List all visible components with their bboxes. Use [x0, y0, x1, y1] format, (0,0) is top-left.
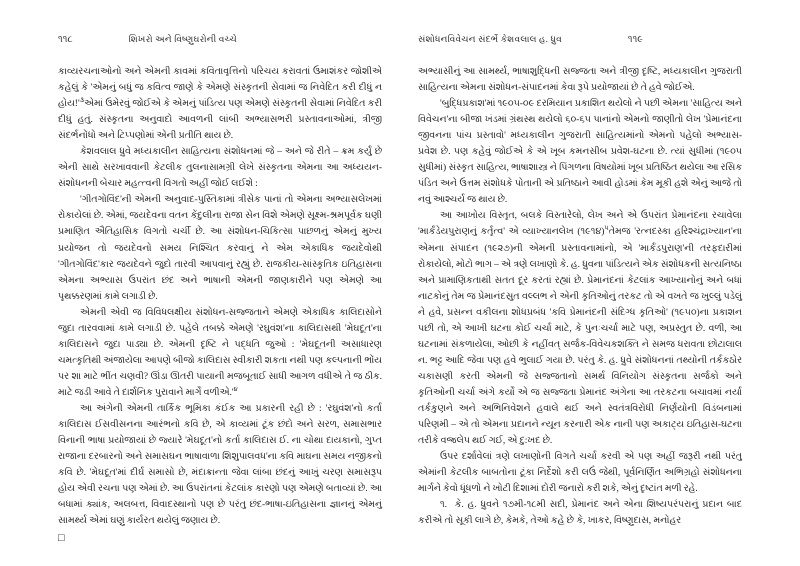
- paragraph: 'ગીતગોવિંદ'ની એમની અનુવાદ-પુસ્તિકામાં ત્રીસેક પાનાં તો એમના અભ્યાસલેખમાં રોકાયેલાં છે. એમાં, જયદેવના વતન કેંદુલીના રાજા સેન વિશે એમણે સૂક્ષ્મ-શ્રમપૂર્વક ઘણી પ્રમાણિત ઐતિહાસિક વિગતો ચર્ચી છે. આ સંશોધન-ચિકિત્સા પાછળનું એમનું મુખ્ય પ્રયોજન તો જયદેવનો સમય નિશ્ચિત કરવાનું ને એમ એકાધિક જયદેવોથી 'ગીતગોવિંદ'કાર જયદેવને જુદો તારવી આપવાનું રહ્યું છે. રાજકીય-સાંસ્કૃતિક ઇતિહાસના એમના અભ્યાસ ઉપરાંત છંદ અને ભાષાની એમની જાણકારીને પણ એમણે આ પૃથક્કરણમાં કામે લગાડી છે.: [58, 195, 382, 302]
- paragraph-text: એમાં ઉમેરવું જોઈએ કે એમનું પાંડિત્ય પણ એમણે સંસ્કૃતની સેવામાં નિવેદિત કરી દીધું હતું. સંસ્કૃતના અનુવાદો આવળની લાંબી અભ્યાસભરી પ્રસ્તાવનાઓમાં, ત્રીજી સંદર્ભનોંધો અને ટિપ્પણોમાં એની પ્રતીતિ થાય છે.: [58, 99, 382, 142]
- right-page-content: [400, 34, 800, 566]
- paragraph: કેશવલાલ ધ્રુવે મધ્યકાલીન સાહિત્યના સંશોધનમાં જે – અને જે રીતે – ક્રમ કર્યું છે એની સાથે સરખાવવાની કેટલીક તુલનાસામગ્રી લેખે સંસ્કૃતના એમના આ અધ્યયન-સંશોધનની બેચાર મહત્ત્વની વિગતો અહીં જોઈ લઈશે :: [58, 147, 382, 190]
- footnote-marker: ૩: [79, 96, 85, 104]
- footnote-item: [418, 497, 742, 529]
- paragraph-text: એમની એવી જ વિવિધલક્ષીય સંશોધન-સજ્જતાને એમણે એકાધિક કાલિદાસોને જુદા તારવવામાં કામે લગાડી છે. પહેલે તબક્કે એમણે 'રઘુવંશ'ના કાલિદાસથી 'મેઘદૂત'ના કાલિદાસને જુદા પાડ્યા છે. એમની દૃષ્ટિ ને પદ્ધતિ જુઓ : 'મેઘદૂતની અસાધારણ ચમત્કૃતિથી અંજાયેલા આપણે બીજો કાલિદાસ સ્વીકારી શકતા નથી પણ કલ્પનાની ભોંય પર શા માટે ભીંત ચણવી? ઊંડા ઊતરી પાયાની મજબૂતાઈ સાધી આગળ વધીએ તે જ ઠીક. માટે જડી આવે તે દાર્શનિક પુરાવાને માર્ગે વળીએ.': [58, 307, 382, 398]
- paragraph: [418, 208, 742, 449]
- right-page-number: ૧૧૯: [627, 35, 643, 45]
- left-page-number: ૧૧૮: [58, 35, 73, 45]
- paragraph: [58, 64, 382, 144]
- paragraph: આ અંગેની એમની તાર્કિક ભૂમિકા કંઈક આ પ્રકારની રહી છે : 'રઘુવંશ'નો કર્તા કાલિદાસ ઈસવીસનના આરંભનો કવિ છે, એ કાવ્યમાં ટૂંક છંદો અને સરળ, સમાસભાર વિનાની ભાષા પ્રયોજાયાં છે જ્યારે 'મેઘદૂત'નો કર્તા કાલિદાસ ઈ. ના ચોથા દાયકાનો, ગુપ્ત રાજાના દરબારનો અને સમાસઘન ભાષાવાળા શિશુપાલવધ'ના કવિ માઘના સમય નજીકનો કવિ છે. 'મેઘદૂત'માં દીર્ઘ સમાસો છે, મંદાક્રાન્તા જેવા લાંબા છંદનું આખું ચરણ સમાસરૂપ હોય એવી રચના પણ એમાં છે. આ ઉપરાંતનાં કેટલાંક કારણો પણ એમણે બતાવ્યાં છે. આ બધામાં ક્યાંક, અલબત્ત, વિવાદસ્થાનો પણ છે પરંતુ છંદ-ભાષા-ઇતિહાસના જ્ઞાનનું એમનું સામર્થ્ય એમાં ઘણું કાર્યરત થયેલું જણાય છે.: [58, 403, 382, 527]
- paragraph: અભ્યાસીનું આ સામર્થ્ય, ભાષાશુદ્ધિની સજ્જતા અને ત્રીજી દૃષ્ટિ, મધ્યકાલીન ગુજરાતી સાહિત્યના એમના સંશોધન-સંપાદનમાં કેવા રૂપે પ્રયોજાયાં છે તે હવે જોઈએ.: [418, 67, 742, 94]
- left-running-title: શિખરો અને વિષ્ણુઘરોની વચ્ચે: [128, 34, 237, 44]
- footnote-marker: ૫: [604, 225, 609, 233]
- paragraph-text: કાવ્યરચનાઓનો અને એમની કાવમાં કવિતાવૃત્તિનો પરિચય કરાવતાં ઉમાશંકર જોશીએ કહેલું કે 'એમનું બધું જ કવિત્વ જાણે કે એમણે સંસ્કૃતની સેવામાં જ નિવેદિત કરી દીધું ન હોય!': [58, 67, 382, 110]
- paragraph: [58, 305, 382, 401]
- paragraph: ઉપર દર્શાવેલાં ત્રણે લખાણોની વિગતે ચર્ચા કરવી એ પણ અહીં જરૂરી નથી પરંતુ એમાંની કેટલીક બાબતોના ટૂંકા નિર્દેશો કરી લઉં જેથી, પૂર્વનિર્ણિત અભિગ્રહો સંશોધનના માર્ગને કેવો ધૂંધળો ને ખોટી દિશામાં દોરી જનારો કરી શકે, એનું દૃષ્ટાંત મળી રહે.: [418, 452, 742, 495]
- paragraph-text: આ આખોય વિસ્તૃત, બલકે વિસ્તારેલો, લેખ અને એ ઉપરાંત પ્રેમાનંદના રચાવેલા 'માર્કંડેયપુરાણનું કર્તૃત્વ' એ વ્યાખ્યાનલેખ (૧૯૧૪): [418, 211, 742, 238]
- footnote-marker: ૪: [233, 385, 238, 393]
- left-body-text: [58, 64, 382, 546]
- footnote-number: ૧.: [440, 500, 447, 511]
- right-running-head: [418, 34, 742, 50]
- right-running-title: સંશોધનવિવેચન સંદર્ભે કેશવલાલ હ. ધ્રુવ: [418, 34, 562, 44]
- paragraph: 'બુદ્ધિપ્રકાશ'માં ૧૯૦૫-૦૯ દરમિયાન પ્રકાશિત થયેલો ને પછી એમના 'સાહિત્ય અને વિવેચન'ના બીજા ખંડમાં ગ્રંથસ્થ થયેલો ૬૦-૬૫ પાનાંનો એમનો જાણીતો લેખ 'પ્રેમાનંદના જીવનના પાંચ પ્રસ્તાવો' મધ્યકાલીન ગુજરાતી સાહિત્યમાંનો એમનો પહેલો અભ્યાસ-પ્રવેશ છે. પણ કહેવું જોઈએ કે એ ખૂબ કમનસીબ પ્રવેશ-ઘટના છે. ત્યાં સુધીમાં (૧૯૦૫ સુધીમાં) સંસ્કૃત સાહિત્ય, ભાષાશાસ્ત્ર ને પિંગળના વિષયોમાં ખૂબ પ્રતિષ્ઠિત થયેલા આ રસિક પંડિત અને ઉત્તમ સંશોધકે પોતાની એ પ્રતિષ્ઠાને આવી હોડમાં કેમ મૂકી હશે એનું આજે તો નવું આશ્ચર્ય જ થાય છે.: [418, 99, 742, 206]
- right-body-text: [418, 64, 742, 497]
- left-page-content: [0, 34, 400, 566]
- left-running-head: [58, 34, 382, 50]
- section-end-mark: □: [58, 532, 65, 545]
- footnote-block: [418, 497, 742, 529]
- right-page: [400, 0, 800, 566]
- footnote-text: કે. હ. ધ્રુવને ૧૭મી-૧૮મી સદી, પ્રેમાનંદ અને એના શિષ્યપરંપરાનું પ્રદાન બાદ કરીએ તો સૂકી લાગે છે, કેમકે, તેઓ કહે છે કે, ખાકર, વિષ્ણુદાસ, મનોહર: [418, 500, 743, 527]
- paragraph-text: તેમજ 'રત્નદસ્કા હરિશ્ચંદ્રાખ્યાન'ના એમના સંપાદન (૧૯૨૭)ની એમની પ્રસ્તાવનામાંનો, એ 'માર્કંડપુરાણ'ની તરફદારીમાં રોકાયેલો, મોટો ભાગ – એ ત્રણે લખાણો કે. હ. ધ્રુવના પાંડિત્યને એક સંશોધકની સત્યનિષ્ઠા અને પ્રામાણિકતાથી સતત દૂર કરતાં રહ્યાં છે. પ્રેમાનંદનાં કેટલાંક આખ્યાનોનું અને બધાં નાટકોનું તેમ જ પ્રેમાનંદસુત વલ્લભ ને એની કૃતિઓનું તરકટ તો એ વખતે જ ખુલ્લું પડેલું ને હવે, પ્રસન્ન વકીલના શોધપ્રબંધ 'કવિ પ્રેમાનંદની સંદિગ્ધ કૃતિઓ' (૧૯૫૦)ના પ્રકાશન પછી તો, એ આખી ઘટના કોઈ ચર્ચા માટે, કે પુનઃચર્ચા માટે પણ, અપ્રસ્તુત છે. વળી, આ ઘટનામાં સંકળાયેલા, ઓછી કે નહીંવત્ સર્જક-વિવેચકશક્તિ ને સમજ ધરાવતા છોટાલાલ ન. ભટ્ટ આદિ જેવા પણ હવે ભુલાઈ ગયા છે. પરંતુ કે. હ. ધ્રુવે સંશોધનનાં તથ્યોની તર્કકઠોર ચકાસણી કરતી એમની જે સજ્જતાનો સમર્થ વિનિયોગ સંસ્કૃતના સર્જકો અને કૃતિઓની ચર્ચા અંગે કર્યો એ જ સજ્જતા પ્રેમાનંદ અંગેના આ તરકટના બચાવમાં નર્યા તર્કકુણને અને અભિનિવેશને હવાલે થઈ અને સ્વતંત્રવિરોધી નિર્ણયોની વિડંબનામાં પરિણમી – એ તો એમના પ્રદાનને ન્યૂન કરનારી એક નાની પણ અકાટ્ય ઇતિહાસ-ઘટના તરીકે વજ્રલેપ થઈ ગઈ, એ દુ:ખદ છે.: [418, 227, 743, 447]
